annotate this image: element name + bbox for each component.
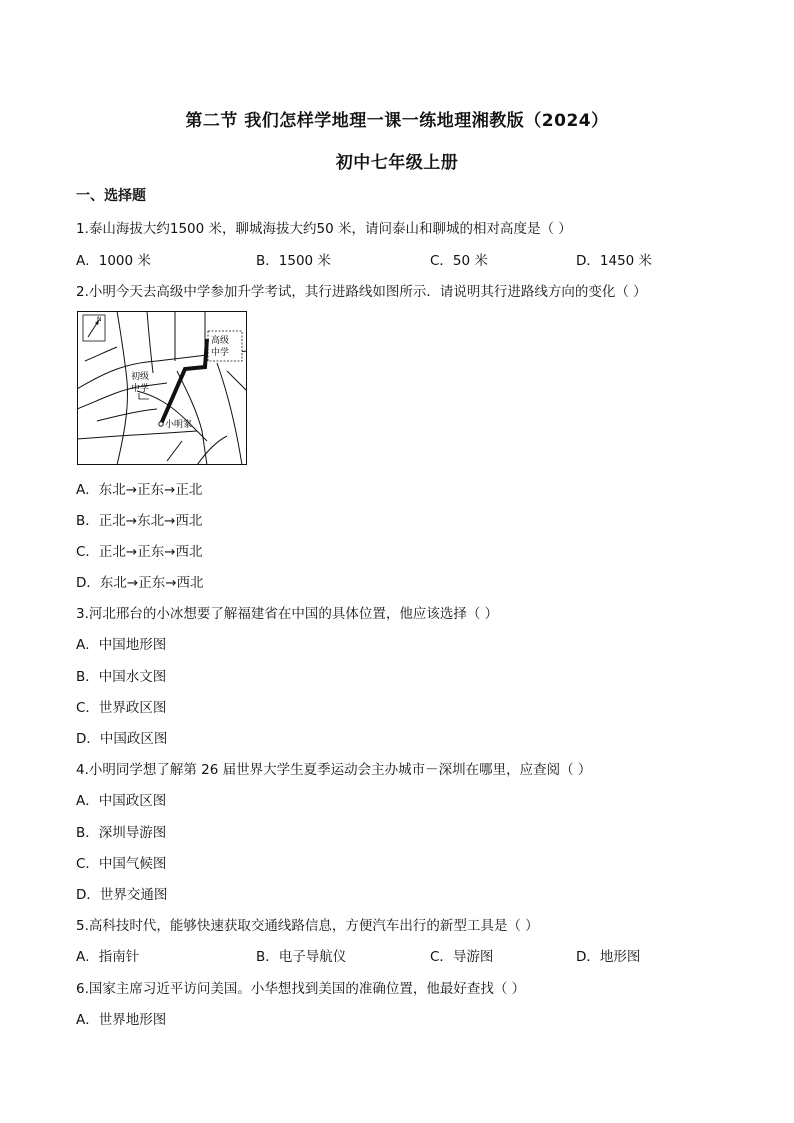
map-label-junior-2: 中学: [131, 384, 150, 394]
question-1-stem: 1.泰山海拔大约1500 米，聊城海拔大约50 米，请问泰山和聊城的相对高度是（ ）: [76, 221, 572, 237]
question-5-option-d: D．地形图: [576, 949, 641, 965]
question-4-option-a: A．中国政区图: [76, 793, 167, 809]
question-1-option-a: A．1000 米: [76, 253, 151, 269]
question-6-stem: 6.国家主席习近平访问美国。小华想找到美国的准确位置，他最好查找（ ）: [76, 981, 526, 997]
question-3-option-b: B．中国水文图: [76, 669, 167, 685]
question-3-option-d: D．中国政区图: [76, 731, 168, 747]
question-2-option-c: C．正北→正东→西北: [76, 544, 203, 560]
question-4-option-b: B．深圳导游图: [76, 825, 167, 841]
route-map: [77, 311, 247, 465]
question-2-option-b: B．正北→东北→西北: [76, 513, 203, 529]
question-3-stem: 3.河北邢台的小冰想要了解福建省在中国的具体位置，他应该选择（ ）: [76, 606, 499, 622]
question-4-stem: 4.小明同学想了解第 26 届世界大学生夏季运动会主办城市－深圳在哪里，应查阅（ ）: [76, 762, 592, 778]
question-4-option-d: D．世界交通图: [76, 887, 168, 903]
question-1-options: [76, 249, 716, 269]
question-2-stem: 2.小明今天去高级中学参加升学考试，其行进路线如图所示．请说明其行进路线方向的变化（ ）: [76, 284, 647, 300]
home-marker-icon: [159, 422, 163, 426]
section-heading: 一、选择题: [76, 188, 146, 204]
question-3-option-a: A．中国地形图: [76, 637, 167, 653]
question-5-options: [76, 945, 716, 965]
question-2-option-d: D．东北→正东→西北: [76, 575, 204, 591]
question-5-option-b: B．电子导航仪: [256, 949, 347, 965]
question-4-option-c: C．中国气候图: [76, 856, 167, 872]
question-1-option-c: C．50 米: [430, 253, 488, 269]
question-5-option-c: C．导游图: [430, 949, 494, 965]
question-1-option-d: D．1450 米: [576, 253, 653, 269]
question-5-option-a: A．指南针: [76, 949, 140, 965]
question-3-option-c: C．世界政区图: [76, 700, 167, 716]
question-5-stem: 5.高科技时代，能够快速获取交通线路信息，方便汽车出行的新型工具是（ ）: [76, 918, 539, 934]
question-6-option-a: A．世界地形图: [76, 1012, 167, 1028]
document-title: 第二节 我们怎样学地理一课一练地理湘教版（2024）: [185, 111, 609, 131]
map-label-senior-1: 高级: [211, 336, 230, 346]
map-label-senior-2: 中学: [211, 348, 230, 358]
map-label-home: 小明家: [165, 420, 193, 430]
north-arrow-icon: [83, 315, 105, 341]
map-label-junior-1: 初级: [131, 372, 150, 382]
north-label: N: [97, 316, 102, 323]
question-2-option-a: A．东北→正东→正北: [76, 482, 203, 498]
document-subtitle: 初中七年级上册: [335, 153, 459, 173]
question-1-option-b: B．1500 米: [256, 253, 331, 269]
